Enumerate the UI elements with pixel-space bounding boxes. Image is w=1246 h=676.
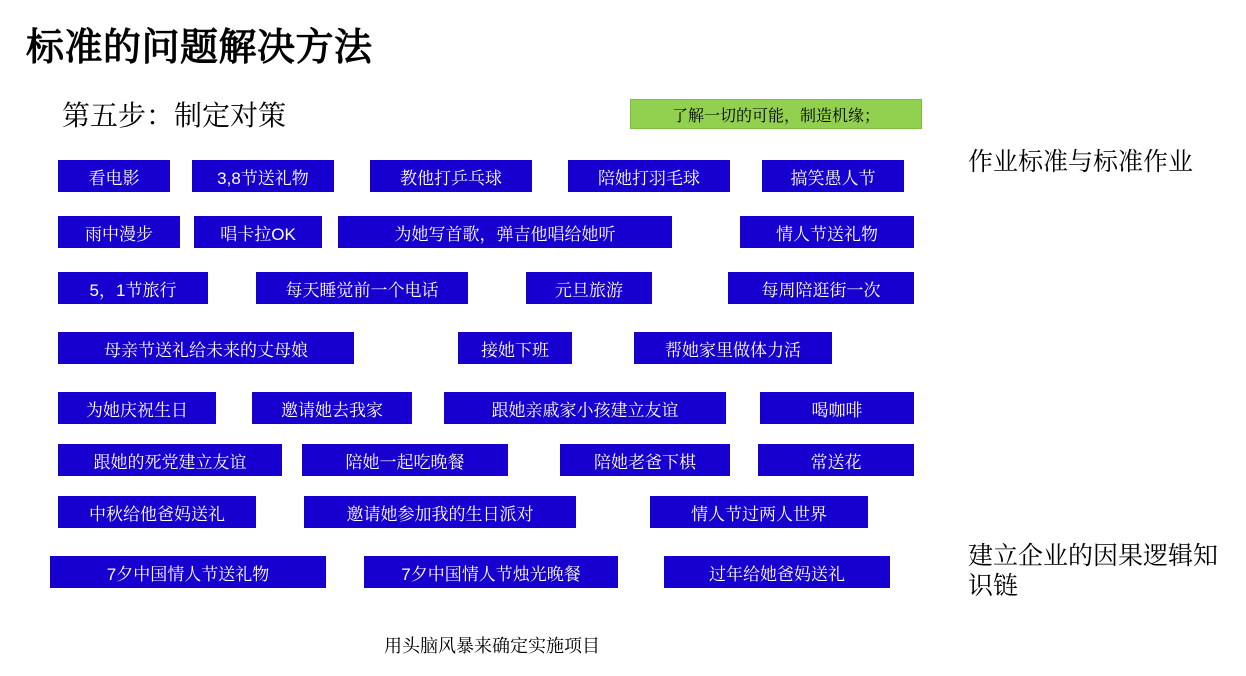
idea-chip[interactable]: 陪她一起吃晚餐 bbox=[302, 444, 508, 476]
idea-chip[interactable]: 教他打乒乓球 bbox=[370, 160, 532, 192]
idea-chip[interactable]: 跟她亲戚家小孩建立友谊 bbox=[444, 392, 726, 424]
idea-chip[interactable]: 每天睡觉前一个电话 bbox=[256, 272, 468, 304]
idea-chip[interactable]: 陪她老爸下棋 bbox=[560, 444, 730, 476]
idea-chip[interactable]: 搞笑愚人节 bbox=[762, 160, 904, 192]
page-title: 标准的问题解决方法 bbox=[26, 27, 373, 69]
idea-chip[interactable]: 帮她家里做体力活 bbox=[634, 332, 832, 364]
green-callout: 了解一切的可能，制造机缘； bbox=[630, 99, 922, 129]
idea-chip[interactable]: 邀请她参加我的生日派对 bbox=[304, 496, 576, 528]
idea-chip[interactable]: 为她写首歌，弹吉他唱给她听 bbox=[338, 216, 672, 248]
idea-chip[interactable]: 看电影 bbox=[58, 160, 170, 192]
idea-chip[interactable]: 7夕中国情人节送礼物 bbox=[50, 556, 326, 588]
idea-chip[interactable]: 跟她的死党建立友谊 bbox=[58, 444, 282, 476]
idea-chip[interactable]: 陪她打羽毛球 bbox=[568, 160, 730, 192]
idea-chip[interactable]: 过年给她爸妈送礼 bbox=[664, 556, 890, 588]
side-note-top: 作业标准与标准作业 bbox=[968, 148, 1194, 176]
idea-chip[interactable]: 喝咖啡 bbox=[760, 392, 914, 424]
idea-chip[interactable]: 接她下班 bbox=[458, 332, 572, 364]
idea-chip[interactable]: 邀请她去我家 bbox=[252, 392, 412, 424]
idea-chip[interactable]: 每周陪逛街一次 bbox=[728, 272, 914, 304]
idea-chip[interactable]: 情人节过两人世界 bbox=[650, 496, 868, 528]
idea-chip[interactable]: 为她庆祝生日 bbox=[58, 392, 216, 424]
idea-chip[interactable]: 唱卡拉OK bbox=[194, 216, 322, 248]
side-note-bottom: 建立企业的因果逻辑知识链 bbox=[968, 542, 1219, 600]
idea-chip[interactable]: 元旦旅游 bbox=[526, 272, 652, 304]
idea-chip[interactable]: 3,8节送礼物 bbox=[192, 160, 334, 192]
idea-chip[interactable]: 情人节送礼物 bbox=[740, 216, 914, 248]
footer-note: 用头脑风暴来确定实施项目 bbox=[384, 636, 600, 656]
step-subtitle: 第五步：制定对策 bbox=[62, 100, 287, 131]
idea-chip[interactable]: 常送花 bbox=[758, 444, 914, 476]
idea-chip[interactable]: 中秋给他爸妈送礼 bbox=[58, 496, 256, 528]
idea-chip[interactable]: 雨中漫步 bbox=[58, 216, 180, 248]
idea-chip[interactable]: 5，1节旅行 bbox=[58, 272, 208, 304]
idea-chip[interactable]: 7夕中国情人节烛光晚餐 bbox=[364, 556, 618, 588]
idea-chip[interactable]: 母亲节送礼给未来的丈母娘 bbox=[58, 332, 354, 364]
